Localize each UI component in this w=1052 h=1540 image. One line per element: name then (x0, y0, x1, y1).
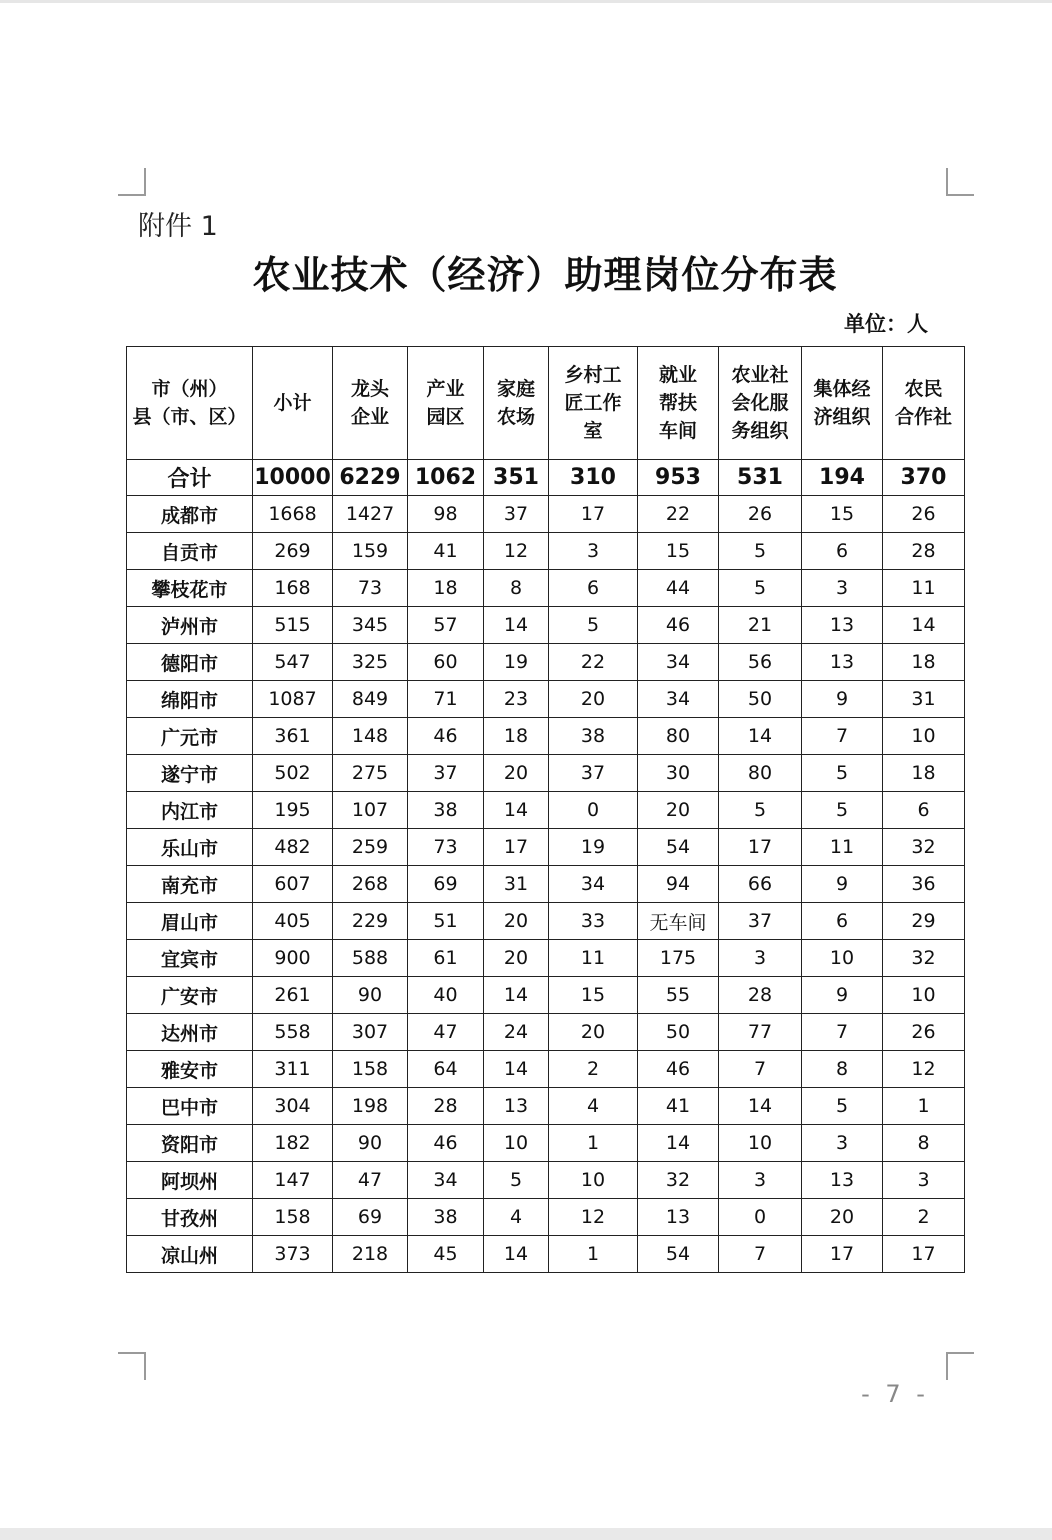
table-cell: 588 (333, 940, 408, 977)
table-cell: 7 (719, 1051, 802, 1088)
table-cell: 13 (802, 607, 883, 644)
table-cell: 159 (333, 533, 408, 570)
table-cell: 3 (802, 570, 883, 607)
table-cell: 345 (333, 607, 408, 644)
table-cell: 900 (253, 940, 333, 977)
table-cell: 9 (802, 681, 883, 718)
table-cell: 38 (408, 792, 484, 829)
table-row (127, 903, 965, 940)
table-cell: 0 (549, 792, 638, 829)
table-row (127, 718, 965, 755)
table-row (127, 570, 965, 607)
table-cell: 3 (883, 1162, 965, 1199)
table-cell: 9 (802, 866, 883, 903)
table-cell: 14 (638, 1125, 719, 1162)
table-cell: 405 (253, 903, 333, 940)
table-cell: 32 (883, 940, 965, 977)
column-header (333, 347, 408, 460)
column-header-line: 匠工作 (564, 392, 622, 414)
table-cell: 20 (484, 755, 549, 792)
table-cell: 50 (638, 1014, 719, 1051)
table-cell: 307 (333, 1014, 408, 1051)
table-cell: 5 (484, 1162, 549, 1199)
table-cell: 8 (883, 1125, 965, 1162)
region-name: 达州市 (127, 1014, 253, 1051)
table-cell: 147 (253, 1162, 333, 1199)
table-cell: 17 (549, 496, 638, 533)
table-cell: 26 (883, 1014, 965, 1051)
table-cell: 18 (408, 570, 484, 607)
table-cell: 51 (408, 903, 484, 940)
table-cell: 64 (408, 1051, 484, 1088)
table-cell: 28 (719, 977, 802, 1014)
table-cell: 5 (802, 1088, 883, 1125)
column-header (883, 347, 965, 460)
column-header (719, 347, 802, 460)
table-cell: 80 (638, 718, 719, 755)
column-header-line: 龙头 (350, 378, 389, 400)
table-cell: 32 (883, 829, 965, 866)
table-cell: 4 (484, 1199, 549, 1236)
table-cell: 18 (883, 755, 965, 792)
table-cell: 28 (408, 1088, 484, 1125)
table-cell: 1087 (253, 681, 333, 718)
table-cell: 61 (408, 940, 484, 977)
attachment-label: 附件 1 (138, 211, 218, 242)
table-row (127, 681, 965, 718)
table-cell: 1 (883, 1088, 965, 1125)
table-cell: 90 (333, 977, 408, 1014)
table-cell: 38 (408, 1199, 484, 1236)
total-cell: 531 (719, 460, 802, 496)
total-cell: 370 (883, 460, 965, 496)
column-header-line: 济组织 (813, 406, 871, 428)
table-cell: 1 (549, 1236, 638, 1273)
table-cell: 14 (719, 1088, 802, 1125)
table-cell: 24 (484, 1014, 549, 1051)
column-header-line: 企业 (350, 406, 389, 428)
column-header-line: 乡村工 (564, 364, 622, 386)
column-header (127, 347, 253, 460)
table-cell: 3 (719, 940, 802, 977)
column-header-line: 车间 (658, 420, 697, 442)
column-header-line: 室 (583, 420, 603, 442)
table-cell: 17 (883, 1236, 965, 1273)
region-name: 南充市 (127, 866, 253, 903)
table-row (127, 496, 965, 533)
table-cell: 41 (638, 1088, 719, 1125)
total-cell: 351 (484, 460, 549, 496)
table-cell: 11 (549, 940, 638, 977)
table-cell: 11 (802, 829, 883, 866)
table-cell: 20 (484, 903, 549, 940)
table-cell: 11 (883, 570, 965, 607)
table-cell: 46 (408, 718, 484, 755)
table-row (127, 1088, 965, 1125)
table-row (127, 1051, 965, 1088)
table-cell: 37 (719, 903, 802, 940)
total-cell: 953 (638, 460, 719, 496)
table-cell: 558 (253, 1014, 333, 1051)
table-cell: 37 (408, 755, 484, 792)
table-cell: 15 (549, 977, 638, 1014)
region-name: 成都市 (127, 496, 253, 533)
table-cell: 50 (719, 681, 802, 718)
column-header-line: 集体经 (813, 378, 871, 400)
total-cell: 10000 (253, 460, 333, 496)
table-cell: 28 (883, 533, 965, 570)
table-row (127, 829, 965, 866)
table-cell: 54 (638, 829, 719, 866)
table-cell: 22 (549, 644, 638, 681)
table-cell: 47 (408, 1014, 484, 1051)
table-cell: 44 (638, 570, 719, 607)
table-cell: 40 (408, 977, 484, 1014)
table-cell: 17 (719, 829, 802, 866)
column-header (638, 347, 719, 460)
table-cell: 14 (719, 718, 802, 755)
table-cell: 47 (333, 1162, 408, 1199)
table-row (127, 607, 965, 644)
table-cell: 5 (719, 570, 802, 607)
table-row (127, 1236, 965, 1273)
table-cell: 3 (549, 533, 638, 570)
table-cell: 0 (719, 1199, 802, 1236)
table-cell: 26 (883, 496, 965, 533)
table-cell: 46 (638, 1051, 719, 1088)
region-name: 甘孜州 (127, 1199, 253, 1236)
column-header (253, 347, 333, 460)
table-cell: 13 (802, 1162, 883, 1199)
table-cell: 31 (883, 681, 965, 718)
crop-mark-bottom-left (118, 1352, 146, 1380)
table-cell: 69 (408, 866, 484, 903)
total-cell: 1062 (408, 460, 484, 496)
table-cell: 46 (638, 607, 719, 644)
page-number: - 7 - (861, 1380, 929, 1408)
region-name: 泸州市 (127, 607, 253, 644)
table-cell: 38 (549, 718, 638, 755)
table-cell: 31 (484, 866, 549, 903)
table-cell: 3 (802, 1125, 883, 1162)
column-header (408, 347, 484, 460)
table-cell: 80 (719, 755, 802, 792)
region-name: 宜宾市 (127, 940, 253, 977)
column-header (802, 347, 883, 460)
table-cell: 15 (802, 496, 883, 533)
region-name: 雅安市 (127, 1051, 253, 1088)
table-cell: 10 (883, 718, 965, 755)
distribution-table (126, 346, 965, 1273)
table-cell: 3 (719, 1162, 802, 1199)
table-cell: 6 (802, 533, 883, 570)
table-cell: 10 (883, 977, 965, 1014)
column-header-line: 家庭 (496, 378, 535, 400)
table-cell: 37 (484, 496, 549, 533)
document-title: 农业技术（经济）助理岗位分布表 (252, 253, 838, 297)
table-cell: 9 (802, 977, 883, 1014)
table-cell: 46 (408, 1125, 484, 1162)
table-cell: 547 (253, 644, 333, 681)
total-cell: 194 (802, 460, 883, 496)
table-cell: 14 (484, 1051, 549, 1088)
table-cell: 90 (333, 1125, 408, 1162)
table-cell: 229 (333, 903, 408, 940)
table-cell: 7 (802, 718, 883, 755)
total-row (127, 460, 965, 496)
table-cell: 607 (253, 866, 333, 903)
table-cell: 5 (549, 607, 638, 644)
region-name: 眉山市 (127, 903, 253, 940)
column-header (484, 347, 549, 460)
table-cell: 73 (408, 829, 484, 866)
table-cell: 14 (484, 1236, 549, 1273)
table-cell: 12 (484, 533, 549, 570)
table-cell: 5 (719, 792, 802, 829)
table-cell: 1427 (333, 496, 408, 533)
region-name: 凉山州 (127, 1236, 253, 1273)
table-row (127, 866, 965, 903)
table-row (127, 1125, 965, 1162)
region-name: 绵阳市 (127, 681, 253, 718)
table-cell: 34 (408, 1162, 484, 1199)
table-cell: 29 (883, 903, 965, 940)
column-header-line: 农民 (904, 378, 943, 400)
table-cell: 2 (549, 1051, 638, 1088)
table-cell: 13 (638, 1199, 719, 1236)
table-cell: 18 (883, 644, 965, 681)
table-cell: 12 (549, 1199, 638, 1236)
table-cell: 10 (802, 940, 883, 977)
table-row (127, 792, 965, 829)
column-header-line: 小计 (273, 392, 312, 414)
table-cell: 54 (638, 1236, 719, 1273)
region-name: 广元市 (127, 718, 253, 755)
table-cell: 14 (484, 977, 549, 1014)
table-cell: 45 (408, 1236, 484, 1273)
table-cell: 32 (638, 1162, 719, 1199)
table-cell: 175 (638, 940, 719, 977)
table-cell: 56 (719, 644, 802, 681)
total-label: 合计 (127, 460, 253, 496)
region-name: 资阳市 (127, 1125, 253, 1162)
table-cell: 502 (253, 755, 333, 792)
table-cell: 66 (719, 866, 802, 903)
table-cell: 269 (253, 533, 333, 570)
table-cell: 14 (883, 607, 965, 644)
page-edge-top (0, 0, 1052, 3)
table-cell: 10 (484, 1125, 549, 1162)
table-cell: 6 (549, 570, 638, 607)
crop-mark-top-right (946, 168, 974, 196)
region-name: 巴中市 (127, 1088, 253, 1125)
table-cell: 34 (549, 866, 638, 903)
column-header-line: 会化服 (731, 392, 789, 414)
table-cell: 5 (719, 533, 802, 570)
table-cell: 261 (253, 977, 333, 1014)
table-cell: 13 (802, 644, 883, 681)
column-header-line: 合作社 (894, 406, 952, 428)
column-header (549, 347, 638, 460)
table-cell: 5 (802, 792, 883, 829)
table-row (127, 1014, 965, 1051)
region-name: 遂宁市 (127, 755, 253, 792)
table-cell: 55 (638, 977, 719, 1014)
table-cell: 34 (638, 681, 719, 718)
table-cell: 22 (638, 496, 719, 533)
region-name: 德阳市 (127, 644, 253, 681)
table-cell: 14 (484, 792, 549, 829)
table-row (127, 533, 965, 570)
table-cell: 69 (333, 1199, 408, 1236)
table-cell: 57 (408, 607, 484, 644)
table-cell: 10 (719, 1125, 802, 1162)
table-cell: 195 (253, 792, 333, 829)
header-row (127, 347, 965, 460)
column-header-line: 农业社 (731, 364, 789, 386)
table-cell: 361 (253, 718, 333, 755)
unit-label: 单位：人 (844, 312, 928, 336)
column-header-line: 农场 (496, 406, 535, 428)
region-name: 阿坝州 (127, 1162, 253, 1199)
table-cell: 26 (719, 496, 802, 533)
table-cell: 20 (802, 1199, 883, 1236)
table-cell: 482 (253, 829, 333, 866)
table-cell: 无车间 (638, 903, 719, 940)
table-cell: 19 (549, 829, 638, 866)
column-header-line: 帮扶 (658, 392, 697, 414)
table-cell: 304 (253, 1088, 333, 1125)
column-header-line: 就业 (658, 364, 697, 386)
table-cell: 71 (408, 681, 484, 718)
table-row (127, 977, 965, 1014)
region-name: 乐山市 (127, 829, 253, 866)
region-name: 自贡市 (127, 533, 253, 570)
table-cell: 4 (549, 1088, 638, 1125)
table-row (127, 644, 965, 681)
table-cell: 8 (802, 1051, 883, 1088)
table-cell: 13 (484, 1088, 549, 1125)
table-cell: 6 (802, 903, 883, 940)
table-cell: 268 (333, 866, 408, 903)
column-header-line: 县（市、区） (132, 406, 247, 428)
table-cell: 168 (253, 570, 333, 607)
table-body (127, 460, 965, 1273)
table-cell: 20 (549, 681, 638, 718)
table-cell: 1668 (253, 496, 333, 533)
table-cell: 12 (883, 1051, 965, 1088)
table-cell: 41 (408, 533, 484, 570)
table-cell: 5 (802, 755, 883, 792)
table-cell: 37 (549, 755, 638, 792)
table-cell: 275 (333, 755, 408, 792)
table-cell: 849 (333, 681, 408, 718)
table-cell: 21 (719, 607, 802, 644)
table-cell: 107 (333, 792, 408, 829)
table-cell: 17 (802, 1236, 883, 1273)
table-cell: 158 (333, 1051, 408, 1088)
table-cell: 34 (638, 644, 719, 681)
table-cell: 218 (333, 1236, 408, 1273)
table-cell: 8 (484, 570, 549, 607)
table-cell: 7 (802, 1014, 883, 1051)
crop-mark-bottom-right (946, 1352, 974, 1380)
column-header-line: 务组织 (731, 420, 789, 442)
page-edge-bottom (0, 1528, 1052, 1540)
column-header-line: 市（州） (151, 378, 228, 400)
table-cell: 158 (253, 1199, 333, 1236)
table-row (127, 1199, 965, 1236)
region-name: 内江市 (127, 792, 253, 829)
total-cell: 6229 (333, 460, 408, 496)
table-cell: 311 (253, 1051, 333, 1088)
table-cell: 19 (484, 644, 549, 681)
table-cell: 14 (484, 607, 549, 644)
table-cell: 73 (333, 570, 408, 607)
table-cell: 20 (549, 1014, 638, 1051)
table-row (127, 755, 965, 792)
table-cell: 182 (253, 1125, 333, 1162)
table-cell: 10 (549, 1162, 638, 1199)
table-cell: 15 (638, 533, 719, 570)
table-cell: 373 (253, 1236, 333, 1273)
column-header-line: 园区 (426, 406, 465, 428)
table-cell: 20 (484, 940, 549, 977)
table-row (127, 1162, 965, 1199)
table-cell: 94 (638, 866, 719, 903)
table-cell: 23 (484, 681, 549, 718)
table-cell: 325 (333, 644, 408, 681)
table-cell: 6 (883, 792, 965, 829)
table-cell: 198 (333, 1088, 408, 1125)
table-row (127, 940, 965, 977)
crop-mark-top-left (118, 168, 146, 196)
total-cell: 310 (549, 460, 638, 496)
column-header-line: 产业 (426, 378, 465, 400)
table-cell: 33 (549, 903, 638, 940)
table-cell: 17 (484, 829, 549, 866)
table-cell: 30 (638, 755, 719, 792)
table-cell: 259 (333, 829, 408, 866)
table-cell: 18 (484, 718, 549, 755)
table-cell: 1 (549, 1125, 638, 1162)
region-name: 广安市 (127, 977, 253, 1014)
table-cell: 515 (253, 607, 333, 644)
region-name: 攀枝花市 (127, 570, 253, 607)
table-cell: 2 (883, 1199, 965, 1236)
table-cell: 36 (883, 866, 965, 903)
table-cell: 60 (408, 644, 484, 681)
table-cell: 77 (719, 1014, 802, 1051)
table-cell: 98 (408, 496, 484, 533)
table-cell: 7 (719, 1236, 802, 1273)
table-cell: 148 (333, 718, 408, 755)
table-cell: 20 (638, 792, 719, 829)
